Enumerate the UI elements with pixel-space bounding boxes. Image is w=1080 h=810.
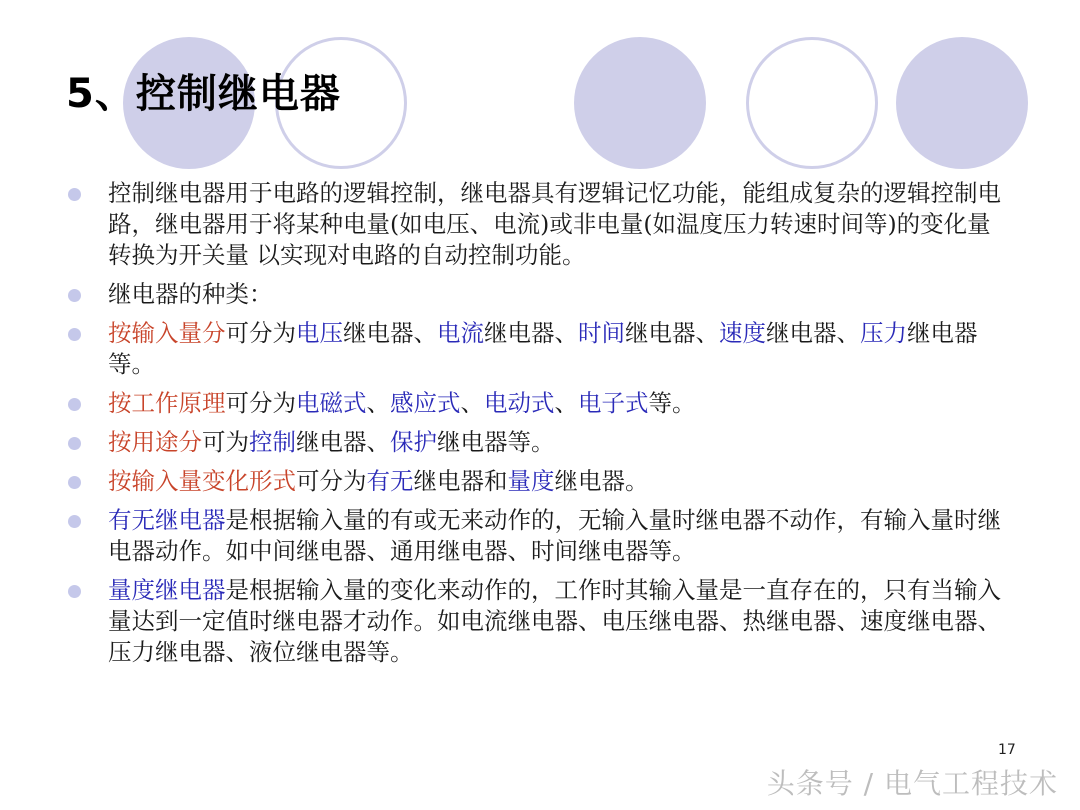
bullet-text: 是根据输入量的变化来动作的，工作时其输入量是一直存在的，只有当输入量达到一定值时继电器才动作。如电流继电器、电压继电器、热继电器、速度继电器、压力继电器、液位继电器等。 bbox=[108, 576, 1001, 666]
type-term: 速度 bbox=[719, 319, 766, 347]
bullet-list bbox=[66, 178, 1006, 676]
bullet-dot-icon bbox=[68, 476, 81, 489]
bullet-text: 继电器。 bbox=[554, 467, 649, 495]
bullet-text: 继电器等。 bbox=[437, 428, 555, 456]
bullet-item bbox=[66, 279, 1006, 310]
type-term: 保护 bbox=[390, 428, 437, 456]
bullet-dot-icon bbox=[68, 188, 81, 201]
type-term: 感应式 bbox=[390, 389, 461, 417]
type-term: 量度 bbox=[507, 467, 555, 495]
bullet-item bbox=[66, 466, 1006, 497]
bullet-text: 可为 bbox=[202, 428, 249, 456]
bullet-text: 控制继电器用于电路的逻辑控制，继电器具有逻辑记忆功能，能组成复杂的逻辑控制电路，继电器用于将某种电量(如电压、电流)或非电量(如温度压力转速时间等)的变化量转换为开关量 以实现对电路的自动控制功能。 bbox=[108, 179, 1001, 269]
bullet-text: 继电器、 bbox=[484, 319, 578, 347]
bullet-text: 继电器、 bbox=[766, 319, 860, 347]
type-term: 控制 bbox=[249, 428, 296, 456]
bullet-text: 继电器等。 bbox=[108, 319, 978, 378]
bullet-text: 继电器、 bbox=[625, 319, 719, 347]
type-term: 量度继电器 bbox=[108, 576, 226, 604]
bullet-dot-icon bbox=[68, 328, 81, 341]
type-term: 电压 bbox=[296, 319, 343, 347]
type-term: 电动式 bbox=[484, 389, 555, 417]
type-term: 电流 bbox=[437, 319, 484, 347]
bullet-text: 继电器、 bbox=[296, 428, 390, 456]
bullet-dot-icon bbox=[68, 398, 81, 411]
category-term: 按输入量分 bbox=[108, 319, 226, 347]
category-term: 按工作原理 bbox=[108, 389, 226, 417]
bullet-item bbox=[66, 178, 1006, 271]
bullet-text: 继电器、 bbox=[343, 319, 437, 347]
category-term: 按用途分 bbox=[108, 428, 202, 456]
type-term: 电磁式 bbox=[296, 389, 367, 417]
bullet-text: 继电器的种类： bbox=[108, 280, 273, 308]
bullet-item bbox=[66, 388, 1006, 419]
type-term: 时间 bbox=[578, 319, 625, 347]
bullet-dot-icon bbox=[68, 437, 81, 450]
bullet-item bbox=[66, 318, 1006, 380]
decor-circle-3 bbox=[574, 37, 706, 169]
bullet-text: 可分为 bbox=[225, 319, 296, 347]
type-term: 电子式 bbox=[578, 389, 649, 417]
bullet-text: 可分为 bbox=[296, 467, 367, 495]
bullet-dot-icon bbox=[68, 515, 81, 528]
bullet-text: 、 bbox=[366, 389, 390, 417]
type-term: 有无继电器 bbox=[108, 506, 226, 534]
bullet-text: 、 bbox=[554, 389, 578, 417]
decor-circle-5 bbox=[896, 37, 1028, 169]
bullet-item bbox=[66, 505, 1006, 567]
type-term: 压力 bbox=[860, 319, 907, 347]
bullet-text: 可分为 bbox=[225, 389, 296, 417]
bullet-dot-icon bbox=[68, 585, 81, 598]
page-number: 17 bbox=[998, 742, 1016, 758]
type-term: 有无 bbox=[366, 467, 414, 495]
watermark: 头条号 / 电气工程技术 bbox=[766, 767, 1058, 800]
category-term: 按输入量变化形式 bbox=[108, 467, 296, 495]
bullet-text: 、 bbox=[460, 389, 484, 417]
bullet-item bbox=[66, 427, 1006, 458]
slide-title: 5、控制继电器 bbox=[66, 71, 341, 117]
bullet-text: 等。 bbox=[648, 389, 696, 417]
bullet-item bbox=[66, 575, 1006, 668]
bullet-text: 是根据输入量的有或无来动作的，无输入量时继电器不动作，有输入量时继电器动作。如中间继电器、通用继电器、时间继电器等。 bbox=[108, 506, 1001, 565]
decor-circle-4 bbox=[746, 37, 878, 169]
bullet-text: 继电器和 bbox=[413, 467, 508, 495]
bullet-dot-icon bbox=[68, 289, 81, 302]
